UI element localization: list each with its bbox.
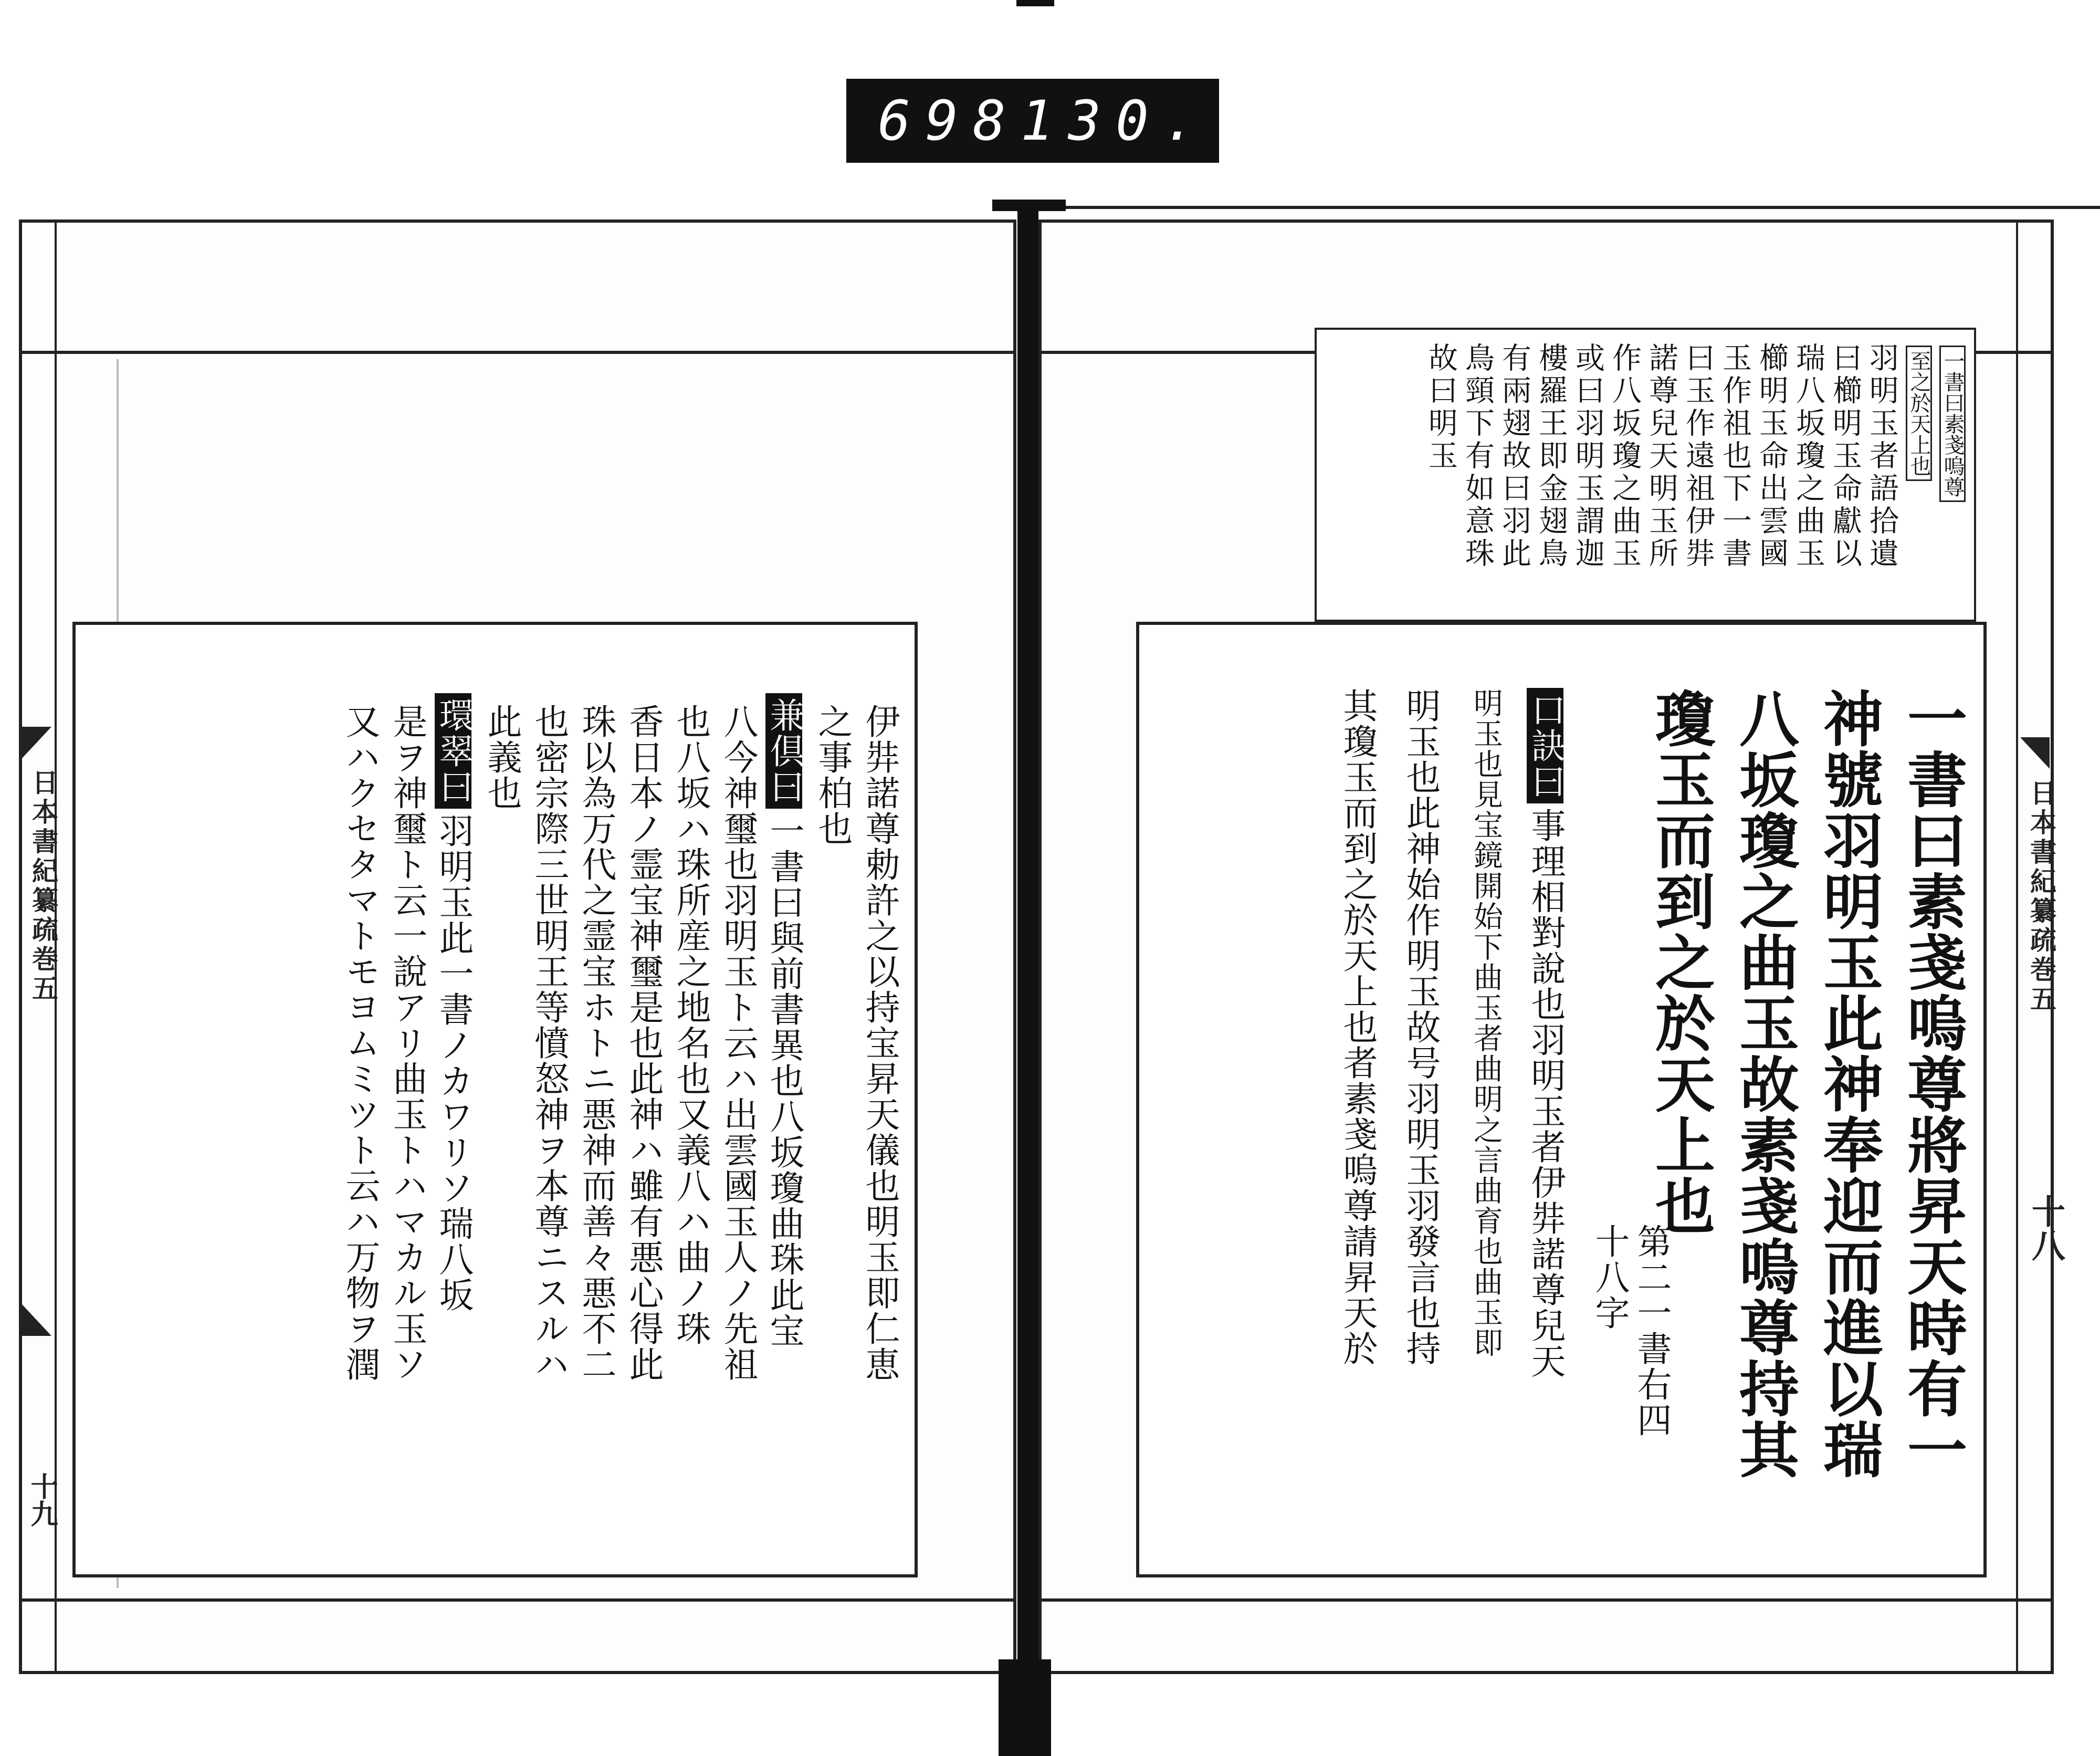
left-running-title: 日本書紀纂疏巻五 — [28, 769, 59, 1004]
anno-col-10: 作八坂瓊之曲玉 — [1608, 342, 1642, 570]
main-col-4: 瓊玉而到之於天上也 — [1645, 688, 1716, 1236]
anno-col-8: 曰玉作遠祖伊弉 — [1681, 342, 1715, 570]
left-col-2: 之事柏也 — [812, 704, 853, 846]
right-side-strip — [2016, 223, 2065, 1671]
book-spine — [1017, 210, 1038, 1756]
left-col-12: 又ハクセタマトモヨムミツト云ハ万物ヲ潤 — [340, 704, 380, 1382]
left-col-7: 珠以為万代之霊宝ホトニ悪神而善々悪不二 — [576, 704, 616, 1382]
right-running-title: 日本書紀纂疏巻五 — [2026, 779, 2057, 1015]
left-col-11: 是ヲ神璽ト云一說アリ曲玉トハマカル玉ソ — [387, 704, 427, 1382]
anno-col-7: 玉作祖也下一書 — [1718, 342, 1752, 570]
annotation-box — [1315, 328, 1976, 622]
kuketsu-col-2: 明玉也見宝鏡開始下曲玉者曲明之言曲育也曲玉即 — [1469, 688, 1503, 1358]
anno-col-6: 櫛明玉命出雲國 — [1755, 342, 1789, 570]
anno-col-3: 羽明玉者語拾遺 — [1865, 342, 1899, 570]
anno-col-12: 樓羅王即金翅鳥 — [1534, 342, 1568, 570]
fold-mark-top — [22, 727, 51, 758]
kuketsu-col-3: 明玉也此神始作明玉故号羽明玉羽發言也持 — [1400, 688, 1441, 1366]
left-lower-rule — [22, 1598, 1013, 1602]
archive-number-left: 698 — [878, 89, 1021, 153]
left-upper-rule — [22, 351, 1013, 354]
left-col-1: 伊弉諾尊勅許之以持宝昇天儀也明玉即仁恵 — [859, 704, 900, 1382]
left-col-8: 也密宗際三世明王等憤怒神ヲ本尊ニスルハ — [529, 704, 569, 1382]
right-text-frame — [1136, 622, 1987, 1577]
kanyo-label: 環翠曰 — [435, 693, 471, 809]
main-col-2: 神號羽明玉此神奉迎而進以瑞 — [1813, 688, 1884, 1480]
anno-col-15: 故曰明玉 — [1424, 342, 1458, 473]
anno-col-5: 瑞八坂瓊之曲玉 — [1791, 342, 1825, 570]
anno-col-4: 曰櫛明玉命獻以 — [1828, 342, 1862, 570]
section-number-col-2: 十八字 — [1589, 1224, 1630, 1331]
left-side-strip — [20, 223, 57, 1671]
archive-number-label — [846, 79, 1219, 163]
kenkyo-label: 兼倶曰 — [765, 693, 802, 809]
right-lower-rule — [1042, 1598, 2051, 1602]
anno-col-13: 有兩翅故曰羽此 — [1497, 342, 1531, 570]
spine-top-cap — [992, 200, 1066, 211]
left-page — [19, 220, 1016, 1674]
left-folio: 十九 — [26, 1472, 58, 1527]
kuketsu-label: 口訣曰 — [1527, 688, 1563, 803]
top-edge-mark — [1016, 0, 1054, 6]
left-col-3: 兼倶曰一書曰與前書異也八坂瓊曲珠此宝 — [765, 693, 802, 1349]
anno-col-14: 鳥頸下有如意珠 — [1461, 342, 1495, 570]
left-col-6: 香日本ノ霊宝神璽是也此神ハ雖有悪心得此 — [623, 704, 664, 1382]
top-rule-right — [1050, 206, 2100, 209]
archive-number-right: 130. — [1020, 89, 1211, 153]
left-col-9: 此義也 — [481, 704, 522, 811]
fold-mark-top-right — [2020, 737, 2050, 769]
anno-col-2: 至之於天上也 — [1906, 346, 1932, 481]
left-col-4: 八今神璽也羽明玉ト云ハ出雲國玉人ノ先祖 — [718, 704, 758, 1382]
left-text-frame — [72, 622, 918, 1577]
spine-bottom-block — [999, 1659, 1051, 1756]
left-col-5: 也八坂ハ珠所産之地名也又義八ハ曲ノ珠 — [670, 704, 711, 1346]
fold-mark-bottom — [22, 1304, 51, 1336]
anno-col-11: 或曰羽明玉謂迦 — [1571, 342, 1605, 570]
anno-col-1: 一書曰素戔嗚尊 — [1939, 346, 1966, 502]
right-folio: 十八 — [2026, 1194, 2065, 1261]
left-col-10: 環翠曰羽明玉此一書ノカワリソ瑞八坂 — [435, 693, 471, 1313]
kuketsu-col-1: 口訣曰事理相對說也羽明玉者伊弉諾尊兒天 — [1527, 688, 1563, 1379]
section-number-col-1: 第二一書右四 — [1631, 1224, 1672, 1438]
right-page — [1038, 220, 2065, 1674]
kuketsu-col-4: 其瓊玉而到之於天上也者素戔嗚尊請昇天於 — [1337, 688, 1378, 1366]
main-col-3: 八坂瓊之曲玉故素戔嗚尊持其 — [1729, 688, 1800, 1480]
main-col-1: 一書曰素戔嗚尊將昇天時有一 — [1897, 688, 1968, 1480]
anno-col-9: 諾尊兒天明玉所 — [1644, 342, 1678, 570]
